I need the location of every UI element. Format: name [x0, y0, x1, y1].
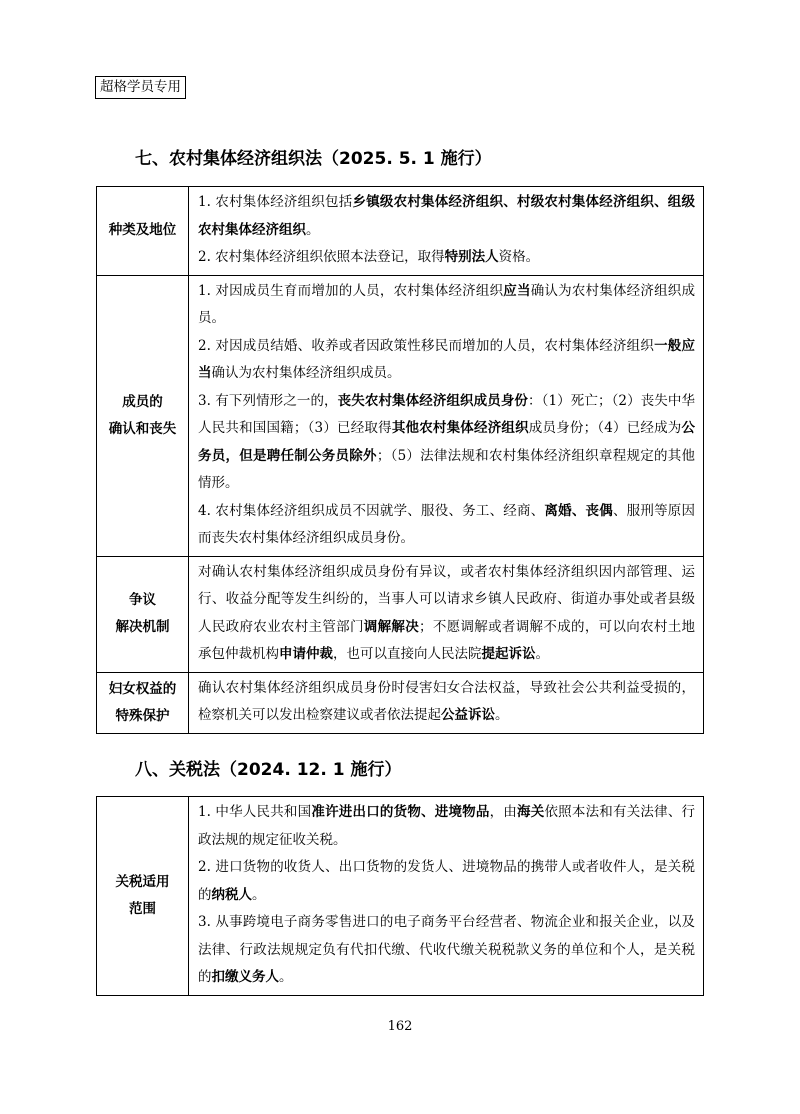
section-7-table	[96, 186, 704, 734]
content-paragraph	[198, 388, 695, 498]
row-label	[97, 672, 189, 733]
body-text: 确认为农村集体经济组织成员。	[198, 282, 696, 326]
emphasis-text: 纳税人	[211, 886, 252, 903]
table-row	[97, 275, 704, 556]
row-label	[97, 275, 189, 556]
body-text: 确认农村集体经济组织成员身份时侵害妇女合法权益，导致社会公共利益受损的，检察机关可以发出检察建议或者依法提起	[198, 679, 695, 723]
body-text: 。	[495, 707, 509, 723]
body-text: 2. 对因成员结婚、收养或者因政策性移民而增加的人员，农村集体经济组织	[198, 337, 655, 354]
body-text: ，也可以直接向人民法院	[333, 646, 482, 662]
row-label-line: 成员的	[122, 393, 163, 410]
emphasis-text: 丧失农村集体经济组织成员身份	[337, 392, 529, 409]
section-8-title: 八、关税法（2024. 12. 1 施行）	[135, 760, 402, 780]
table-row	[97, 187, 704, 276]
emphasis-text: 乡镇级农村集体经济组织、村级农村集体经济组织、组级农村集体经济组织	[198, 194, 696, 238]
body-text: 2. 农村集体经济组织依照本法登记，取得	[198, 249, 445, 265]
section-8-table	[96, 796, 704, 996]
body-text: 确认为农村集体经济组织成员。	[211, 365, 401, 381]
body-text: ；不愿调解或者调解不成的，可以向农村土地承包仲裁机构	[198, 618, 696, 662]
row-label-line: 关税适用	[115, 873, 170, 890]
content-paragraph	[198, 498, 695, 553]
body-text: 依照本法和有关法律、行政法规的规定征收关税。	[198, 804, 696, 848]
row-label-line: 范围	[129, 900, 156, 917]
row-content	[189, 275, 704, 556]
emphasis-text: 其他农村集体经济组织	[391, 420, 529, 436]
content-paragraph	[198, 278, 695, 333]
row-label	[97, 797, 189, 996]
row-label-line: 争议	[129, 592, 156, 608]
row-label-line: 种类及地位	[108, 222, 177, 239]
emphasis-text: 特别法人	[444, 249, 499, 265]
section-8-table-body	[97, 797, 704, 996]
body-text: 1. 中华人民共和国	[198, 804, 312, 820]
body-text: 。	[279, 969, 293, 985]
row-content	[189, 556, 704, 672]
page-number: 162	[387, 1019, 413, 1034]
body-text: 成员身份；（4）已经成为	[528, 420, 682, 436]
emphasis-text: 海关	[517, 804, 545, 820]
body-text: ；（5）法律法规和农村集体经济组织章程规定的其他情形。	[198, 447, 696, 491]
row-content	[189, 672, 704, 733]
row-label-line: 妇女权益的	[108, 680, 177, 697]
content-paragraph	[198, 333, 695, 388]
emphasis-text: 申请仲裁	[279, 646, 333, 662]
row-label-line: 解决机制	[115, 619, 170, 635]
body-text: 2. 进口货物的收货人、出口货物的发货人、进境物品的携带人或者收件人，是关税的	[198, 859, 695, 903]
body-text: 。	[306, 221, 320, 238]
body-text: 对确认农村集体经济组织成员身份有异议，或者农村集体经济组织因内部管理、运行、收益分配等发生纠纷的，当事人可以请求乡镇人民政府、街道办事处或者县级人民政府农业农村主管部门	[198, 563, 695, 635]
body-text: 1. 对因成员生育而增加的人员，农村集体经济组织	[198, 282, 504, 299]
body-text: 4. 农村集体经济组织成员不因就学、服役、务工、经商、	[198, 502, 545, 519]
emphasis-text: 应当	[503, 282, 531, 299]
content-paragraph	[198, 854, 695, 909]
emphasis-text: 公务员，但是聘任制公务员除外	[198, 420, 696, 464]
row-label	[97, 187, 189, 276]
body-text: 。	[252, 886, 266, 903]
row-content	[189, 797, 704, 996]
table-row	[97, 672, 704, 733]
emphasis-text: 提起诉讼	[481, 646, 536, 662]
body-text: 资格。	[498, 249, 540, 265]
body-text: 3. 从事跨境电子商务零售进口的电子商务平台经营者、物流企业和报关企业，以及法律、行政法规规定负有代扣代缴、代收代缴关税税款义务的单位和个人，是关税的	[198, 914, 695, 985]
body-text: ，由	[489, 804, 518, 820]
section-7-title: 七、农村集体经济组织法（2025. 5. 1 施行）	[135, 149, 492, 169]
content-paragraph	[198, 909, 695, 992]
row-label-line: 确认和丧失	[108, 420, 177, 437]
body-text: ：（1）死亡；（2）丧失中华人民共和国国籍；（3）已经取得	[198, 392, 696, 436]
content-paragraph	[198, 244, 695, 272]
emphasis-text: 准许进出口的货物、进境物品	[311, 804, 490, 820]
content-paragraph	[198, 189, 695, 244]
content-paragraph	[198, 675, 695, 730]
section-7-table-body	[97, 187, 704, 734]
usage-stamp: 超格学员专用	[95, 76, 186, 99]
emphasis-text: 调解解决	[363, 618, 420, 635]
table-row	[97, 797, 704, 996]
emphasis-text: 扣缴义务人	[211, 969, 279, 985]
content-paragraph	[198, 559, 695, 669]
body-text: 、服刑等原因而丧失农村集体经济组织成员身份。	[198, 502, 696, 546]
body-text: 1. 农村集体经济组织包括	[198, 194, 353, 210]
table-row	[97, 556, 704, 672]
body-text: 3. 有下列情形之一的，	[198, 392, 338, 409]
body-text: 。	[535, 646, 549, 662]
row-label	[97, 556, 189, 672]
content-paragraph	[198, 799, 695, 854]
emphasis-text: 一般应当	[198, 337, 696, 381]
emphasis-text: 离婚、丧偶	[544, 502, 613, 519]
row-label-line: 特殊保护	[115, 707, 170, 724]
row-content	[189, 187, 704, 276]
emphasis-text: 公益诉讼	[441, 707, 495, 723]
